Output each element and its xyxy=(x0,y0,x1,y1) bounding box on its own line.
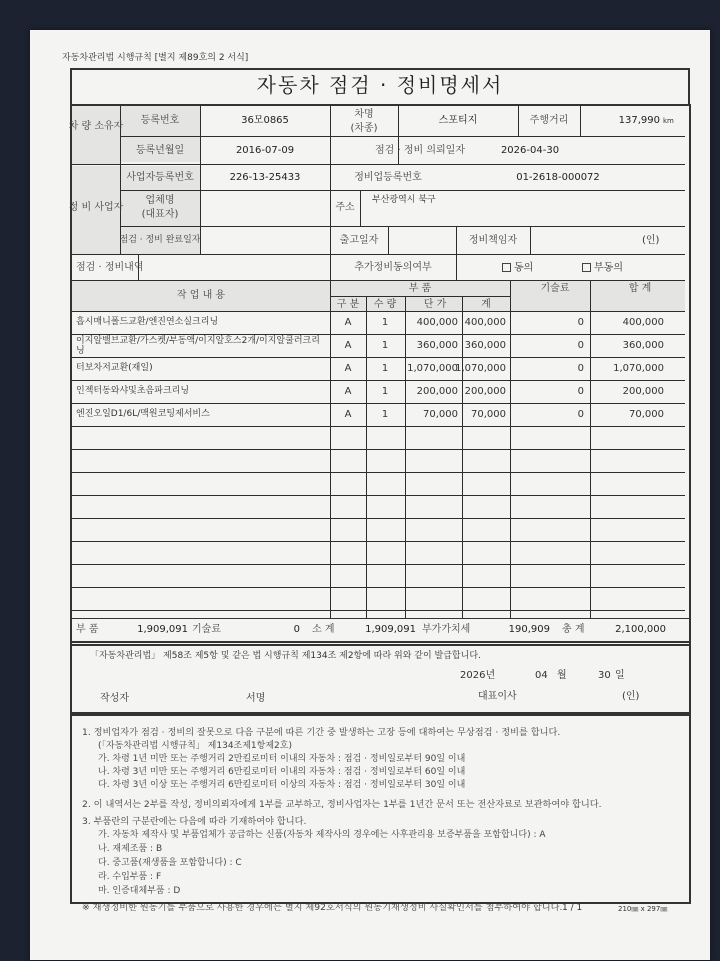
item-labor: 0 xyxy=(577,340,584,351)
note-line: ※ 재생정비한 원동기를 부품으로 사용한 경우에는 별지 제92호서식의 원동기재생정비 사실확인서를 첨부하여야 합니다. xyxy=(82,902,563,913)
address-value: 부산광역시 북구 xyxy=(372,195,436,205)
request-date-value: 2026-04-30 xyxy=(500,145,560,156)
note-line: 1. 정비업자가 점검 · 정비의 잘못으로 다음 구분에 따른 기간 중 발생하는 고장 등에 대하여는 무상점검 · 정비를 합니다. xyxy=(82,727,561,738)
declaration-text: 「자동차관리법」 제58조 제5항 및 같은 법 시행규칙 제134조 제2항에 따라 위와 같이 발급합니다. xyxy=(90,651,481,661)
details-label: 점검 · 정비내역 xyxy=(76,262,144,273)
complete-date-label: 점검 · 정비 완료일자 xyxy=(119,235,201,245)
note-line: 2. 이 내역서는 2부를 작성, 정비의뢰자에게 1부를 교부하고, 정비사업자는 1부를 1년간 문서 또는 전산자료로 보관하여야 합니다. xyxy=(82,799,602,810)
address-label: 주소 xyxy=(335,202,355,213)
model-label: 차명 xyxy=(354,109,374,120)
summary-vat-label: 부가가치세 xyxy=(422,624,471,635)
issue-year: 2026년 xyxy=(460,670,496,681)
page-number: 1 / 1 xyxy=(562,903,583,913)
issue-day: 30 xyxy=(598,670,611,681)
item-labor: 0 xyxy=(577,363,584,374)
item-work: 터보차저교환(재일) xyxy=(76,363,153,373)
reg-no-value: 36모0865 xyxy=(241,115,289,126)
summary-subtotal-value: 1,909,091 xyxy=(365,624,416,635)
item-qty: 1 xyxy=(381,363,389,374)
item-type: A xyxy=(344,340,352,351)
item-work: 흡시매니폴드교환/엔진연소실크리닝 xyxy=(76,317,219,327)
issue-month-label: 월 xyxy=(557,670,567,681)
item-unit-price: 1,070,000 xyxy=(407,363,458,374)
item-labor: 0 xyxy=(577,409,584,420)
header-amount: 계 xyxy=(481,299,491,310)
item-type: A xyxy=(344,363,352,374)
item-type: A xyxy=(344,386,352,397)
summary-labor-value: 0 xyxy=(293,624,300,635)
reg-no-label: 등록번호 xyxy=(140,115,180,126)
item-work: 엔진오일D1/6L/맥원코팅제서비스 xyxy=(76,409,210,419)
item-labor: 0 xyxy=(577,317,584,328)
model-value: 스포티지 xyxy=(438,115,478,126)
note-line: 가. 자동차 제작사 및 부품업체가 공급하는 신품(자동차 제작사의 경우에는 사후관리용 보증부품을 포함합니다) : A xyxy=(98,830,546,840)
agree-checkbox[interactable] xyxy=(502,263,511,272)
note-line: 가. 차령 1년 미만 또는 주행거리 2만킬로미터 이내의 자동차 : 점검 · 정비일로부터 90일 이내 xyxy=(98,754,466,764)
header-type: 구 분 xyxy=(336,299,360,310)
item-type: A xyxy=(344,409,352,420)
item-total: 200,000 xyxy=(622,386,664,397)
sign-label: 서명 xyxy=(246,693,266,704)
rep-label: 대표이사 xyxy=(478,691,517,702)
model-sub-label: (차종) xyxy=(350,123,378,134)
header-unit-price: 단 가 xyxy=(423,299,447,310)
item-qty: 1 xyxy=(381,386,389,397)
disagree-checkbox[interactable] xyxy=(582,263,591,272)
header-parts: 부 품 xyxy=(408,283,432,294)
note-line: 다. 차령 3년 이상 또는 주행거리 6만킬로미터 이상의 자동차 : 점검 · 정비일로부터 30일 이내 xyxy=(98,780,466,790)
mileage-value: 137,990 xyxy=(618,115,660,126)
mileage-label: 주행거리 xyxy=(529,115,569,126)
paper-size: 210㎜ x 297㎜ xyxy=(618,905,668,913)
note-line: 3. 부품란의 구분란에는 다음에 따라 기재하여야 합니다. xyxy=(82,816,307,827)
item-labor: 0 xyxy=(577,386,584,397)
issue-month: 04 xyxy=(535,670,548,681)
vehicle-section-label: 차 량 소유자 xyxy=(68,121,124,132)
item-total: 1,070,000 xyxy=(613,363,664,374)
disagree-option[interactable]: 부동의 xyxy=(582,263,623,274)
note-line: 나. 차령 3년 미만 또는 주행거리 6만킬로미터 이내의 자동차 : 점검 · 정비일로부터 60일 이내 xyxy=(98,767,466,777)
biz-reg-value: 226-13-25433 xyxy=(229,172,301,183)
agree-option[interactable]: 동의 xyxy=(502,263,533,274)
item-unit-price: 400,000 xyxy=(416,317,458,328)
summary-parts-value: 1,909,091 xyxy=(137,624,188,635)
note-line: 다. 중고품(재생품을 포함합니다) : C xyxy=(98,858,242,868)
header-work: 작 업 내 용 xyxy=(176,290,226,301)
header-labor: 기술료 xyxy=(540,283,570,294)
item-qty: 1 xyxy=(381,340,389,351)
manager-label: 정비책임자 xyxy=(468,235,518,246)
summary-total-label: 총 계 xyxy=(562,624,585,635)
repair-reg-label: 정비업등록번호 xyxy=(354,172,422,183)
manager-seal: (인) xyxy=(642,235,660,246)
item-amount: 360,000 xyxy=(464,340,506,351)
note-line: 마. 인증대체부품 : D xyxy=(98,886,181,896)
item-unit-price: 360,000 xyxy=(416,340,458,351)
item-amount: 70,000 xyxy=(471,409,506,420)
summary-vat-value: 190,909 xyxy=(508,624,550,635)
note-line: 라. 수입부품 : F xyxy=(98,872,162,882)
biz-reg-label: 사업자등록번호 xyxy=(126,172,194,183)
release-date-label: 출고일자 xyxy=(339,235,379,246)
legal-basis: 자동차관리법 시행규칙 [별지 제89호의 2 서식] xyxy=(62,53,249,63)
summary-subtotal-label: 소 계 xyxy=(312,624,335,635)
repair-reg-value: 01-2618-000072 xyxy=(516,172,600,183)
item-qty: 1 xyxy=(381,317,389,328)
page-title: 자동차 점검 · 정비명세서 xyxy=(256,73,504,97)
summary-parts-label: 부 품 xyxy=(76,624,99,635)
item-work: 이지알밸브교환/가스켓/부동액/이지알호스2개/이지알쿨러크리닝 xyxy=(76,336,320,356)
summary-total-value: 2,100,000 xyxy=(615,624,666,635)
item-type: A xyxy=(344,317,352,328)
item-total: 400,000 xyxy=(622,317,664,328)
company-sub-label: (대표자) xyxy=(141,209,179,220)
consent-label: 추가정비동의여부 xyxy=(354,262,432,273)
item-amount: 1,070,000 xyxy=(455,363,506,374)
item-total: 70,000 xyxy=(629,409,664,420)
reg-date-value: 2016-07-09 xyxy=(235,145,295,156)
item-qty: 1 xyxy=(381,409,389,420)
item-amount: 200,000 xyxy=(464,386,506,397)
item-amount: 400,000 xyxy=(464,317,506,328)
company-label: 업체명 xyxy=(145,195,175,206)
item-work: 인젝터동와샤및초음파크리닝 xyxy=(76,386,190,396)
summary-labor-label: 기술료 xyxy=(192,624,221,635)
note-line: (「자동차관리법 시행규칙」 제134조제1항제2호) xyxy=(98,741,292,751)
note-line: 나. 재제조품 : B xyxy=(98,844,163,854)
document-paper xyxy=(30,30,710,960)
reg-date-label: 등록년월일 xyxy=(135,145,185,156)
request-date-label: 점검 · 정비 의뢰일자 xyxy=(375,145,465,156)
rep-seal: (인) xyxy=(622,691,640,702)
header-qty: 수 량 xyxy=(373,299,397,310)
item-unit-price: 70,000 xyxy=(423,409,458,420)
item-total: 360,000 xyxy=(622,340,664,351)
mileage-unit: km xyxy=(663,117,674,125)
item-unit-price: 200,000 xyxy=(416,386,458,397)
header-total: 합 계 xyxy=(628,283,652,294)
issue-day-label: 일 xyxy=(615,670,625,681)
business-section-label: 정 비 사업자 xyxy=(68,202,124,213)
writer-label: 작성자 xyxy=(100,693,129,704)
